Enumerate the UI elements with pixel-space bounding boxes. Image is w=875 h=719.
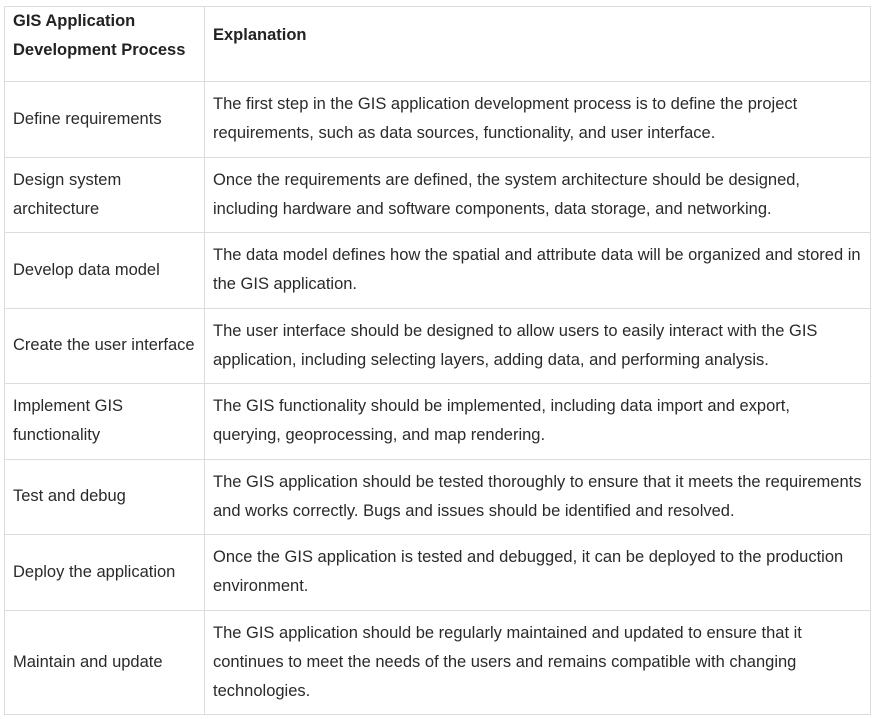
table-row (5, 157, 871, 233)
step-cell: Test and debug (5, 459, 205, 535)
table-row (5, 82, 871, 158)
step-cell: Develop data model (5, 233, 205, 309)
table-row (5, 610, 871, 714)
step-cell: Maintain and update (5, 610, 205, 714)
table-header-row (5, 7, 871, 82)
step-cell: Design system architecture (5, 157, 205, 233)
explanation-cell: The user interface should be designed to allow users to easily interact with the GIS application, including selecting layers, adding data, and performing analysis. (205, 308, 871, 384)
table-row (5, 308, 871, 384)
column-header-process: GIS Application Development Process (5, 7, 205, 82)
step-cell: Implement GIS functionality (5, 384, 205, 460)
step-cell: Deploy the application (5, 535, 205, 611)
table-row (5, 384, 871, 460)
explanation-cell: Once the GIS application is tested and debugged, it can be deployed to the production environment. (205, 535, 871, 611)
step-cell: Define requirements (5, 82, 205, 158)
table-row (5, 535, 871, 611)
explanation-cell: The first step in the GIS application development process is to define the project requirements, such as data sources, functionality, and user interface. (205, 82, 871, 158)
table-row (5, 459, 871, 535)
explanation-cell: Once the requirements are defined, the system architecture should be designed, including hardware and software components, data storage, and networking. (205, 157, 871, 233)
gis-process-table (4, 6, 871, 715)
explanation-cell: The GIS functionality should be implemented, including data import and export, querying, geoprocessing, and map rendering. (205, 384, 871, 460)
explanation-cell: The GIS application should be regularly maintained and updated to ensure that it continues to meet the needs of the users and remains compatible with changing technologies. (205, 610, 871, 714)
explanation-cell: The data model defines how the spatial and attribute data will be organized and stored in the GIS application. (205, 233, 871, 309)
explanation-cell: The GIS application should be tested thoroughly to ensure that it meets the requirements and works correctly. Bugs and issues should be identified and resolved. (205, 459, 871, 535)
table-row (5, 233, 871, 309)
step-cell: Create the user interface (5, 308, 205, 384)
column-header-explanation: Explanation (205, 7, 871, 82)
